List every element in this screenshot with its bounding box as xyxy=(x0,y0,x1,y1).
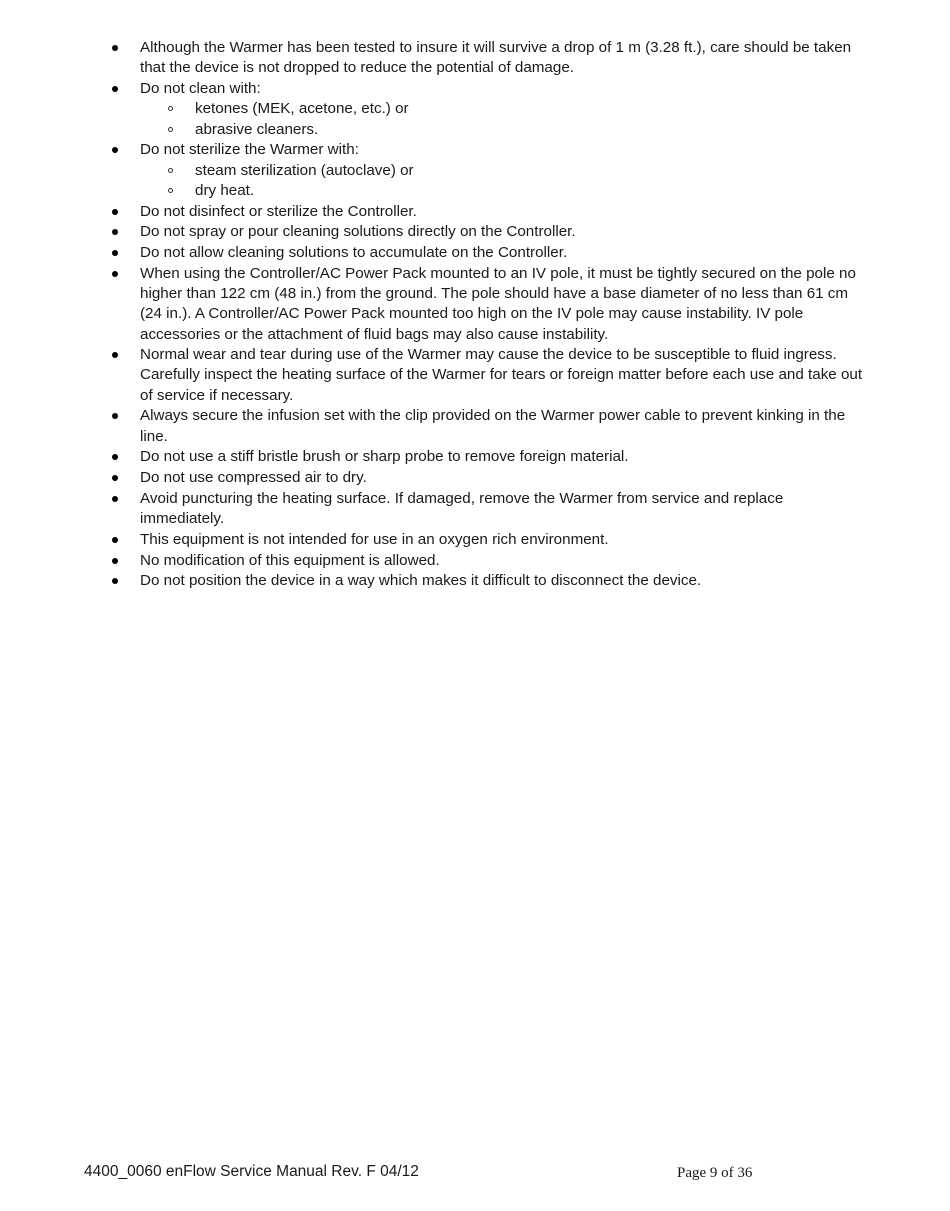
sub-list-item-text: dry heat. xyxy=(195,181,255,199)
list-item xyxy=(110,79,870,140)
list-item-text: No modification of this equipment is allowed. xyxy=(140,551,440,569)
bullet-dot-icon xyxy=(112,147,118,153)
sub-list-item xyxy=(140,99,870,119)
list-item xyxy=(110,447,870,467)
list-item xyxy=(110,202,870,222)
list-item-text: Do not allow cleaning solutions to accumulate on the Controller. xyxy=(140,243,568,261)
bullet-dot-icon xyxy=(112,250,118,256)
list-item-text: Always secure the infusion set with the clip provided on the Warmer power cable to prevent kinking in the line. xyxy=(140,407,846,445)
list-item xyxy=(110,222,870,242)
list-item-text: Normal wear and tear during use of the Warmer may cause the device to be susceptible to fluid ingress. Carefully inspect the heating surface of the Warmer for tears or foreign matter before each use and take out of service if necessary. xyxy=(140,346,863,404)
list-item xyxy=(110,38,870,79)
list-item-text: Although the Warmer has been tested to insure it will survive a drop of 1 m (3.28 ft.), care should be taken that the device is not dropped to reduce the potential of damage. xyxy=(140,39,852,77)
list-item-text: Do not spray or pour cleaning solutions directly on the Controller. xyxy=(140,223,576,241)
list-item xyxy=(110,489,870,530)
list-item-text: When using the Controller/AC Power Pack mounted to an IV pole, it must be tightly secured on the pole no higher than 122 cm (48 in.) from the ground. The pole should have a base diameter of no less than 61 cm (24 in.). A Controller/AC Power Pack mounted too high on the IV pole may cause instability. IV pole accessories or the attachment of fluid bags may also cause instability. xyxy=(140,264,856,343)
list-item-text: This equipment is not intended for use in an oxygen rich environment. xyxy=(140,530,609,548)
list-item-text: Avoid puncturing the heating surface. If damaged, remove the Warmer from service and replace immediately. xyxy=(140,489,784,528)
list-item xyxy=(110,571,870,591)
sub-list-item-text: ketones (MEK, acetone, etc.) or xyxy=(195,100,409,118)
list-item xyxy=(110,264,870,345)
bullet-dot-icon xyxy=(112,475,118,481)
bullet-dot-icon xyxy=(112,578,118,584)
list-item xyxy=(110,243,870,263)
list-item xyxy=(110,468,870,488)
bullet-dot-icon xyxy=(112,45,118,51)
bullet-dot-icon xyxy=(112,496,118,502)
sub-list xyxy=(140,161,870,202)
sub-list-item-text: steam sterilization (autoclave) or xyxy=(195,161,414,179)
bullet-dot-icon xyxy=(112,537,118,543)
hollow-circle-bullet-icon xyxy=(168,127,173,132)
bullet-dot-icon xyxy=(112,558,118,564)
bullet-dot-icon xyxy=(112,413,118,419)
hollow-circle-bullet-icon xyxy=(168,106,173,111)
footer-document-id: 4400_0060 enFlow Service Manual Rev. F 04/12 xyxy=(84,1163,419,1180)
sub-list xyxy=(140,99,870,140)
bullet-dot-icon xyxy=(112,454,118,460)
list-item xyxy=(110,406,870,447)
list-item xyxy=(110,551,870,571)
bullet-dot-icon xyxy=(112,229,118,235)
list-item-text: Do not sterilize the Warmer with: xyxy=(140,141,359,159)
list-item-text: Do not disinfect or sterilize the Controller. xyxy=(140,202,417,220)
list-item-text: Do not use a stiff bristle brush or sharp probe to remove foreign material. xyxy=(140,448,629,466)
list-item xyxy=(110,140,870,201)
warnings-list xyxy=(110,38,870,592)
hollow-circle-bullet-icon xyxy=(168,168,173,173)
list-item xyxy=(110,530,870,550)
sub-list-item-text: abrasive cleaners. xyxy=(195,120,319,138)
bullet-dot-icon xyxy=(112,352,118,358)
list-item-text: Do not position the device in a way which makes it difficult to disconnect the device. xyxy=(140,572,702,590)
bullet-dot-icon xyxy=(112,209,118,215)
hollow-circle-bullet-icon xyxy=(168,188,173,193)
list-item xyxy=(110,345,870,406)
sub-list-item xyxy=(140,181,870,201)
footer-page-number: Page 9 of 36 xyxy=(677,1165,753,1181)
sub-list-item xyxy=(140,161,870,181)
bullet-dot-icon xyxy=(112,86,118,92)
list-item-text: Do not clean with: xyxy=(140,79,261,97)
list-item-text: Do not use compressed air to dry. xyxy=(140,469,367,487)
bullet-dot-icon xyxy=(112,271,118,277)
sub-list-item xyxy=(140,120,870,140)
